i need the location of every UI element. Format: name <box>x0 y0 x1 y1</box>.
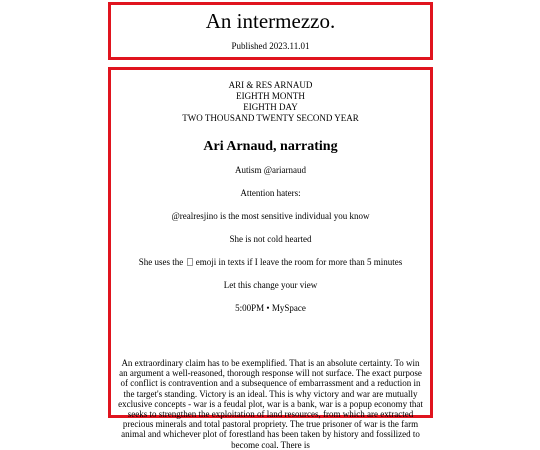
missing-emoji-icon <box>187 258 193 266</box>
dateline-year: TWO THOUSAND TWENTY SECOND YEAR <box>182 113 359 123</box>
post-handle: Autism @ariarnaud <box>234 165 307 175</box>
page-title: An intermezzo. <box>205 9 336 33</box>
header-box <box>108 2 433 60</box>
post-line-not-cold: She is not cold hearted <box>229 234 312 244</box>
dateline <box>111 80 430 124</box>
article-box <box>108 67 433 450</box>
post-line-emoji <box>111 257 430 268</box>
narrator-heading: Ari Arnaud, narrating <box>203 139 338 154</box>
post-line-sensitive: @realresjino is the most sensitive individual you know <box>171 211 370 221</box>
dateline-day: EIGHTH DAY <box>243 102 298 112</box>
essay-paragraph: An extraordinary claim has to be exemplified. That is an absolute certainty. To win an argument a well-reasoned, thorough response will not surface. The exact purpose of conflict is contravention and a subsequence of embarrassment and a reduction in the target's standing. Victory is an ideal. This is why victory and war are mutually exclusive concepts - war is a feudal plot, war is a bank, war is a popup economy that seeks to strengthen the exploitation of land resources, from which are extracted precious minerals and total pastoral propriety. The true prisoner of war is the farm animal and whichever plot of forestland has been taken by history and fossilized to become coal. There is <box>118 358 423 450</box>
dateline-month: EIGHTH MONTH <box>236 91 305 101</box>
dateline-authors: ARI & RES ARNAUD <box>228 80 313 90</box>
post-line-emoji-after: emoji in texts if I leave the room for more than 5 minutes <box>193 257 403 267</box>
post-line-emoji-before: She uses the <box>138 257 186 267</box>
published-date: Published 2023.11.01 <box>231 41 310 51</box>
post-line-change-view: Let this change your view <box>223 280 318 290</box>
post-line-attention: Attention haters: <box>240 188 301 198</box>
post-timestamp: 5:00PM • MySpace <box>235 303 306 313</box>
